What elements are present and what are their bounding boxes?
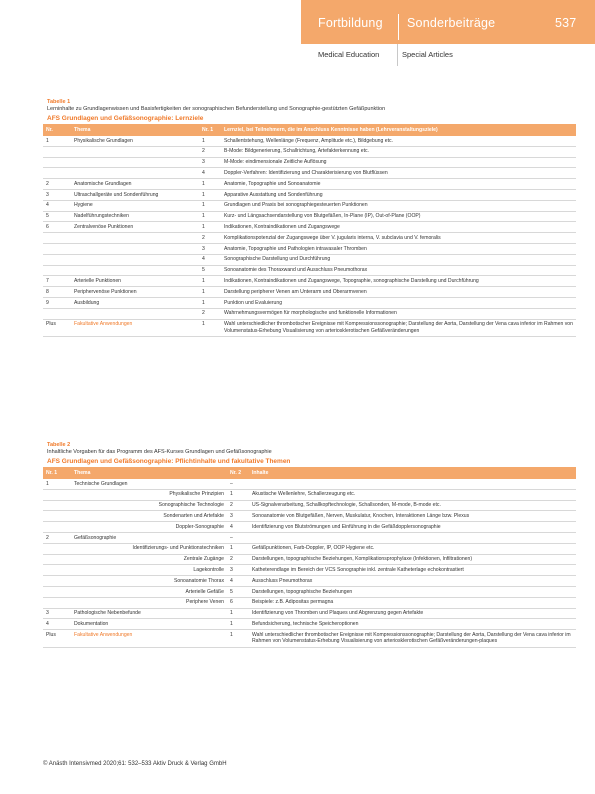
table-1-grid <box>43 124 576 337</box>
row-topic: Doppler-Sonographie <box>71 522 227 533</box>
row-content: Doppler-Verfahren: Identifizierung und Charakterisierung von Blutflüssen <box>221 168 576 179</box>
row-topic: Anatomische Grundlagen <box>71 179 199 190</box>
table-row <box>43 157 576 168</box>
row-sub-number: 1 <box>199 287 221 298</box>
row-topic <box>71 168 199 179</box>
table-row <box>43 211 576 222</box>
page-number: 537 <box>555 16 577 30</box>
row-sub-number: – <box>227 479 249 489</box>
table-row <box>43 308 576 319</box>
table-row <box>43 479 576 489</box>
row-number <box>43 254 71 265</box>
row-topic <box>71 265 199 276</box>
row-number <box>43 586 71 597</box>
row-sub-number: 3 <box>227 565 249 576</box>
row-sub-number: 1 <box>199 189 221 200</box>
table-row <box>43 319 576 336</box>
table-row <box>43 222 576 233</box>
row-topic: Ausbildung <box>71 297 199 308</box>
row-content: Wahrnehmungsvermögen für morphologische und funktionelle Informationen <box>221 308 576 319</box>
table-2-col-sub: Nr. 2 <box>227 467 249 479</box>
table-2-col-text: Inhalte <box>249 467 576 479</box>
table-row <box>43 586 576 597</box>
row-topic: Zentralvenöse Punktionen <box>71 222 199 233</box>
row-topic: Periphere Venen <box>71 597 227 608</box>
table-1-col-sub: Nr. 1 <box>199 124 221 136</box>
table-2-grid <box>43 467 576 648</box>
table-row <box>43 500 576 511</box>
table-row <box>43 276 576 287</box>
row-content: Identifizierung von Blutströmungen und Einführung in die Gefäßdopplersonographie <box>249 522 576 533</box>
header-left-title: Fortbildung <box>318 16 383 30</box>
row-content <box>249 479 576 489</box>
row-sub-number: – <box>227 532 249 543</box>
row-content: Anatomie, Topographie und Sonoanatomie <box>221 179 576 190</box>
table-1-label: Tabelle 1 <box>47 99 71 105</box>
row-number <box>43 489 71 500</box>
row-topic: Arterielle Punktionen <box>71 276 199 287</box>
row-sub-number: 2 <box>199 233 221 244</box>
row-number <box>43 597 71 608</box>
row-topic: Dokumentation <box>71 619 227 630</box>
table-1-heading: AFS Grundlagen und Gefäßsonographie: Lernziele <box>47 115 204 122</box>
table-row <box>43 297 576 308</box>
row-number <box>43 511 71 522</box>
row-content: Indikationen, Kontraindikationen und Zugangswege, Topographie, sonographische Darstellung und Durchführung <box>221 276 576 287</box>
table-2-heading: AFS Grundlagen und Gefäßsonographie: Pflichtinhalte und fakultative Themen <box>47 458 291 465</box>
row-sub-number: 1 <box>227 608 249 619</box>
row-content: Sonoanatomie des Thoraxwand und Ausschluss Pneumothorax <box>221 265 576 276</box>
table-row <box>43 543 576 554</box>
row-number <box>43 146 71 157</box>
row-content: Kurz- und Längsachsendarstellung von Blutgefäßen, In-Plane (IP), Out-of-Plane (OOP) <box>221 211 576 222</box>
row-content: Sonographische Darstellung und Durchführung <box>221 254 576 265</box>
row-number: 8 <box>43 287 71 298</box>
row-number <box>43 554 71 565</box>
table-row <box>43 146 576 157</box>
table-2-label: Tabelle 2 <box>47 442 71 448</box>
row-sub-number: 1 <box>199 200 221 211</box>
row-number: 9 <box>43 297 71 308</box>
row-topic: Arterielle Gefäße <box>71 586 227 597</box>
table-row <box>43 168 576 179</box>
table-row <box>43 576 576 587</box>
row-content: Anatomie, Topographie und Pathologien intravasaler Thromben <box>221 243 576 254</box>
table-1-col-text: Lernziel, bei Teilnehmern, die im Anschluss Kenntnisse haben (Lehrveranstaltungsziele) <box>221 124 576 136</box>
row-sub-number: 1 <box>199 211 221 222</box>
table-2-header-row <box>43 467 576 479</box>
row-sub-number: 1 <box>199 276 221 287</box>
page-footer: © Anästh Intensivmed 2020;61: 532–533 Aktiv Druck & Verlag GmbH <box>43 761 227 767</box>
row-content: US-Signalverarbeitung, Schallkopftechnologie, Schallsonden, M-mode, B-mode etc. <box>249 500 576 511</box>
row-sub-number: 1 <box>199 297 221 308</box>
table-row <box>43 136 576 146</box>
page-header <box>0 0 595 44</box>
header-divider <box>398 14 399 40</box>
row-number: 3 <box>43 189 71 200</box>
row-number <box>43 243 71 254</box>
row-content: Beispiele: z.B. Adipositas permagna <box>249 597 576 608</box>
table-row <box>43 179 576 190</box>
row-topic: Sondenarten und Artefakte <box>71 511 227 522</box>
row-sub-number: 1 <box>227 489 249 500</box>
row-content: Katheterendlage im Bereich der VCS Sonographie inkl. zentrale Katheterlage echokontrastiert <box>249 565 576 576</box>
row-sub-number: 5 <box>199 265 221 276</box>
table-1-col-thema: Thema <box>71 124 199 136</box>
table-row <box>43 511 576 522</box>
row-sub-number: 2 <box>227 500 249 511</box>
subheader-divider <box>397 44 398 66</box>
table-1 <box>43 95 576 337</box>
row-sub-number: 1 <box>199 179 221 190</box>
row-sub-number: 1 <box>227 619 249 630</box>
row-content: Darstellungen, topographische Beziehungen, Komplikationsprophylaxe (Infektionen, Infiltrationen) <box>249 554 576 565</box>
row-topic: Nadelführungstechniken <box>71 211 199 222</box>
row-sub-number: 3 <box>199 243 221 254</box>
table-row <box>43 565 576 576</box>
row-sub-number: 1 <box>227 630 249 647</box>
table-row <box>43 489 576 500</box>
row-number <box>43 500 71 511</box>
row-number: Plus <box>43 630 71 647</box>
row-number: 5 <box>43 211 71 222</box>
row-number <box>43 265 71 276</box>
row-topic: Periphervenöse Punktionen <box>71 287 199 298</box>
row-content <box>249 532 576 543</box>
row-content: Darstellungen, topographische Beziehungen <box>249 586 576 597</box>
row-number: 6 <box>43 222 71 233</box>
table-row <box>43 532 576 543</box>
row-number: 2 <box>43 532 71 543</box>
header-left-sub: Medical Education <box>318 50 380 59</box>
table-row <box>43 630 576 647</box>
row-sub-number: 4 <box>227 576 249 587</box>
row-content: Schallentstehung, Wellenlänge (Frequenz, Amplitude etc.), Bildgebung etc. <box>221 136 576 146</box>
row-sub-number: 1 <box>199 319 221 336</box>
row-content: B-Mode: Bildgenerierung, Schallrichtung, Artefakterkennung etc. <box>221 146 576 157</box>
row-sub-number: 4 <box>199 254 221 265</box>
row-content: Apparative Ausstattung und Sondenführung <box>221 189 576 200</box>
row-sub-number: 4 <box>199 168 221 179</box>
row-number: 2 <box>43 179 71 190</box>
row-topic: Fakultative Anwendungen <box>71 630 227 647</box>
row-sub-number: 6 <box>227 597 249 608</box>
header-right-title: Sonderbeiträge <box>407 16 496 30</box>
row-content: Befundsicherung, technische Speicheroptionen <box>249 619 576 630</box>
row-number <box>43 233 71 244</box>
row-sub-number: 3 <box>199 157 221 168</box>
row-content: Akustische Wellenlehre, Schallerzeugung etc. <box>249 489 576 500</box>
table-2-col-thema: Thema <box>71 467 227 479</box>
row-topic <box>71 243 199 254</box>
row-content: Komplikationspotenzial der Zugangswege über V. jugularis interna, V. subclavia und V. femoralis <box>221 233 576 244</box>
row-number <box>43 576 71 587</box>
row-topic: Fakultative Anwendungen <box>71 319 199 336</box>
row-topic: Identifizierungs- und Punktionstechniken <box>71 543 227 554</box>
row-topic: Gefäßsonographie <box>71 532 227 543</box>
table-row <box>43 554 576 565</box>
row-content: Wahl unterschiedlicher thrombotischer Ereignisse mit Kompressionssonographie; Darstellung der Aorta, Darstellung der Vena cava inferior im Rahmen von Volumenstatus-Erhebung Visualisierung von arteriosklerotischen Gefäßveränderungen-plaques <box>249 630 576 647</box>
table-2 <box>43 438 576 648</box>
row-topic: Physikalische Prinzipien <box>71 489 227 500</box>
table-1-header-row <box>43 124 576 136</box>
row-content: Darstellung peripherer Venen am Unterarm und Oberarmvenen <box>221 287 576 298</box>
table-row <box>43 608 576 619</box>
table-row <box>43 189 576 200</box>
row-number: 7 <box>43 276 71 287</box>
row-number <box>43 543 71 554</box>
table-row <box>43 200 576 211</box>
row-number: 1 <box>43 479 71 489</box>
row-content: Sonoanatomie von Blutgefäßen, Nerven, Muskulatur, Knochen, Interaktionen Länge bzw. Plexus <box>249 511 576 522</box>
row-sub-number: 1 <box>199 136 221 146</box>
row-sub-number: 2 <box>199 308 221 319</box>
table-row <box>43 619 576 630</box>
row-number <box>43 168 71 179</box>
row-number: 4 <box>43 200 71 211</box>
table-row <box>43 243 576 254</box>
table-1-caption: Lerninhalte zu Grundlagenwissen und Basisfertigkeiten der sonographischen Befunderstellung und Sonographie-gestützten Gefäßpunktion <box>47 106 386 112</box>
row-sub-number: 2 <box>199 146 221 157</box>
row-sub-number: 4 <box>227 522 249 533</box>
row-number: 3 <box>43 608 71 619</box>
row-topic: Sonographische Technologie <box>71 500 227 511</box>
header-right-sub: Special Articles <box>402 50 453 59</box>
row-topic: Sonoanatomie Thorax <box>71 576 227 587</box>
row-topic: Physikalische Grundlagen <box>71 136 199 146</box>
row-sub-number: 1 <box>199 222 221 233</box>
row-number: 1 <box>43 136 71 146</box>
row-topic: Zentrale Zugänge <box>71 554 227 565</box>
row-number: 4 <box>43 619 71 630</box>
row-content: Wahl unterschiedlicher thrombotischer Ereignisse mit Kompressionssonographie; Darstellung der Aorta, Darstellung der Vena cava inferior im Rahmen von Volumenstatus-Erhebung Visualisierung von arteriosklerotischen Gefäßveränderungen <box>221 319 576 336</box>
row-number <box>43 565 71 576</box>
row-topic <box>71 308 199 319</box>
row-content: Indikationen, Kontraindikationen und Zugangswege <box>221 222 576 233</box>
row-content: Punktion und Evaluierung <box>221 297 576 308</box>
row-number <box>43 308 71 319</box>
row-sub-number: 2 <box>227 554 249 565</box>
row-topic: Ultraschallgeräte und Sondenführung <box>71 189 199 200</box>
row-sub-number: 5 <box>227 586 249 597</box>
table-row <box>43 233 576 244</box>
row-content: Identifizierung von Thromben und Plaques und Abgrenzung gegen Artefakte <box>249 608 576 619</box>
row-topic: Hygiene <box>71 200 199 211</box>
row-content: M-Mode: eindimensionale Zeitliche Auflösung <box>221 157 576 168</box>
table-row <box>43 522 576 533</box>
table-row <box>43 597 576 608</box>
row-topic <box>71 233 199 244</box>
table-2-caption: Inhaltliche Vorgaben für das Programm des AFS-Kurses Grundlagen und Gefäßsonographie <box>47 449 272 455</box>
row-topic: Lagekontrolle <box>71 565 227 576</box>
row-sub-number: 3 <box>227 511 249 522</box>
table-2-col-nr: Nr. 1 <box>43 467 71 479</box>
table-row <box>43 287 576 298</box>
row-number: Plus <box>43 319 71 336</box>
row-topic: Pathologische Nebenbefunde <box>71 608 227 619</box>
row-topic <box>71 157 199 168</box>
row-number <box>43 157 71 168</box>
table-1-col-nr: Nr. <box>43 124 71 136</box>
row-content: Grundlagen und Praxis bei sonographiegesteuerten Punktionen <box>221 200 576 211</box>
row-topic: Technische Grundlagen <box>71 479 227 489</box>
table-row <box>43 265 576 276</box>
row-content: Gefäßpunktionen, Farb-Doppler, IP, OOP Hygiene etc. <box>249 543 576 554</box>
row-number <box>43 522 71 533</box>
row-content: Ausschluss Pneumothorax <box>249 576 576 587</box>
table-row <box>43 254 576 265</box>
row-topic <box>71 146 199 157</box>
row-sub-number: 1 <box>227 543 249 554</box>
row-topic <box>71 254 199 265</box>
